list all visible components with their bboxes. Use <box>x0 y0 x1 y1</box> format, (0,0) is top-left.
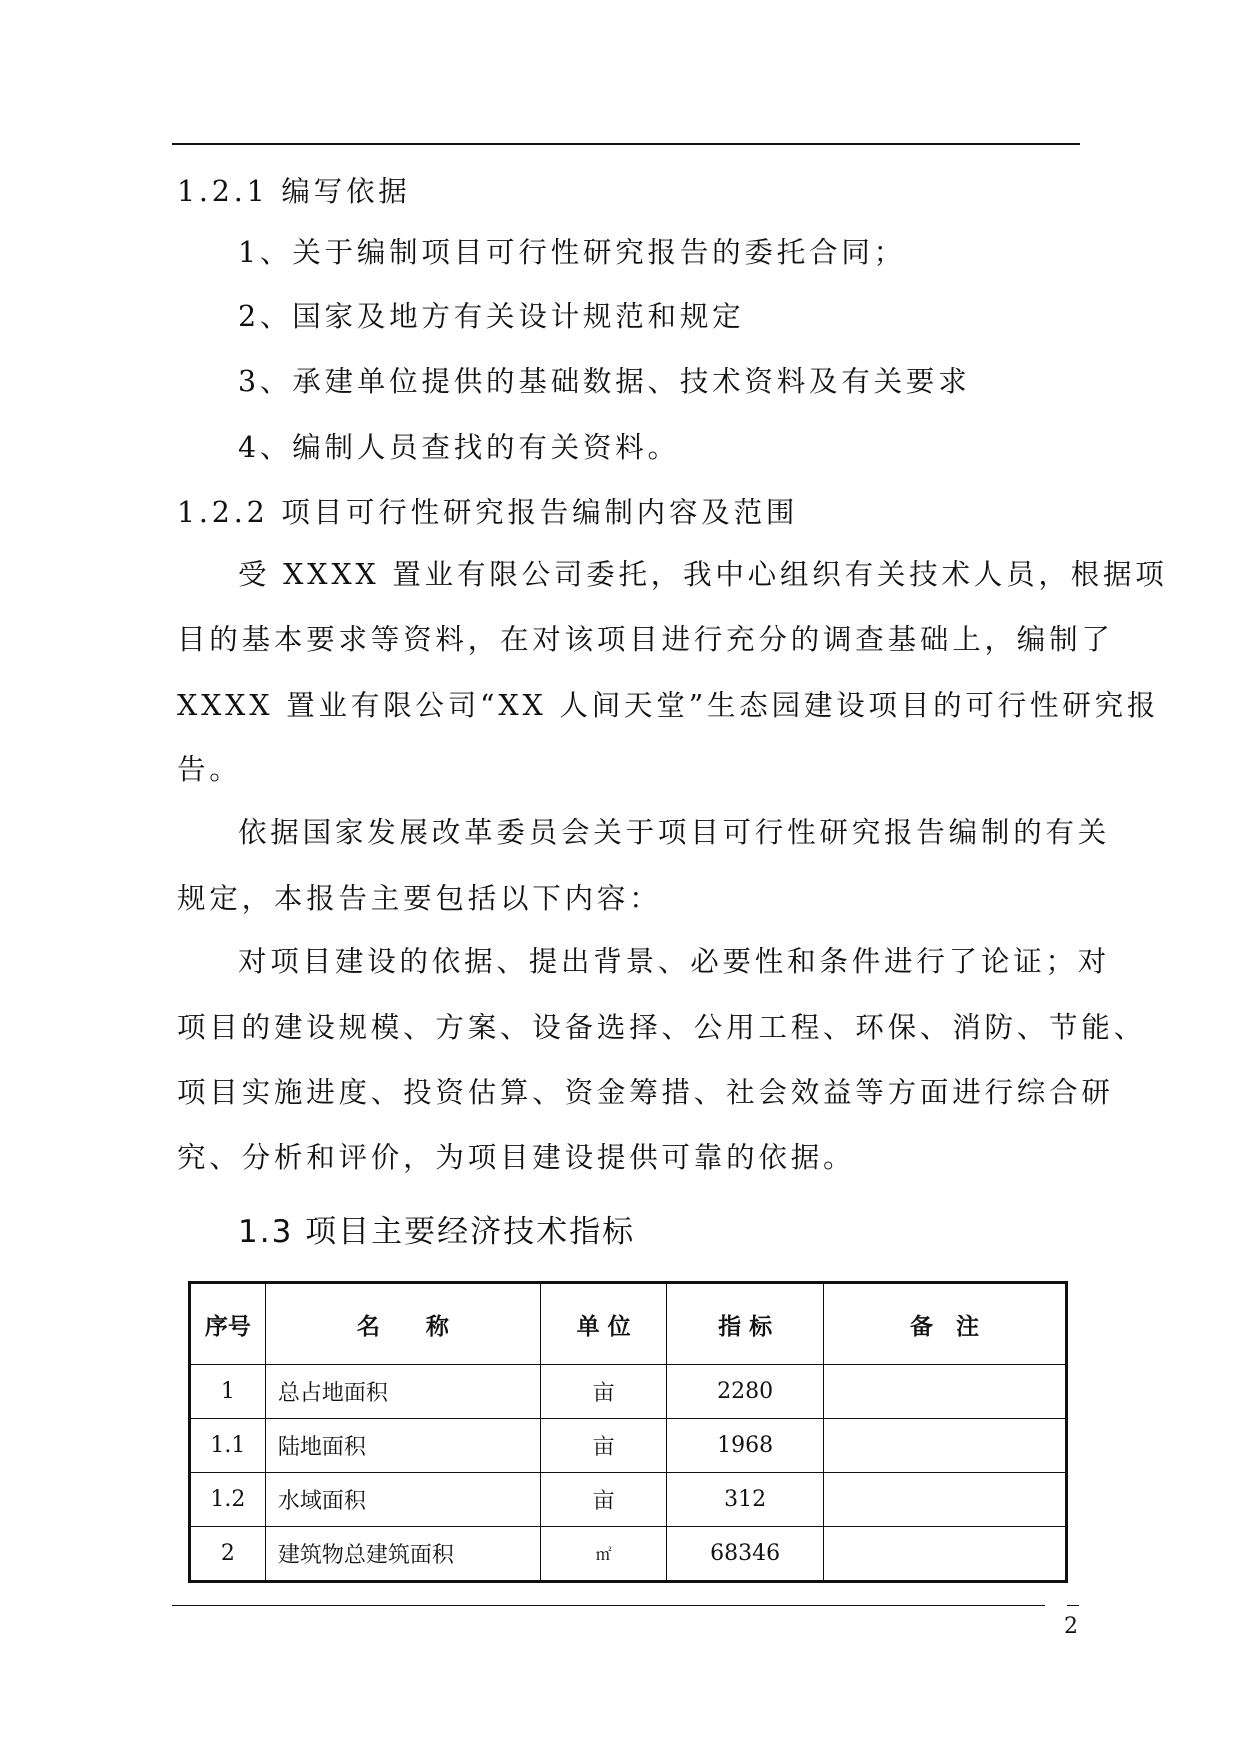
header-serial: 序号 <box>190 1283 266 1365</box>
table-row <box>190 1473 1067 1527</box>
cell-name: 陆地面积 <box>265 1419 540 1473</box>
paragraph-3-line-4: 究、分析和评价，为项目建设提供可靠的依据。 <box>177 1141 856 1174</box>
cell-remark <box>823 1419 1066 1473</box>
header-name: 名 称 <box>265 1283 540 1365</box>
cell-serial: 1.1 <box>190 1419 266 1473</box>
cell-serial: 1.2 <box>190 1473 266 1527</box>
header-remark: 备 注 <box>823 1283 1066 1365</box>
cell-indicator: 2280 <box>667 1365 824 1419</box>
section-heading-1-3: 1.3 项目主要经济技术指标 <box>238 1214 636 1250</box>
paragraph-2-line-1: 依据国家发展改革委员会关于项目可行性研究报告编制的有关 <box>238 816 1111 849</box>
table-row <box>190 1419 1067 1473</box>
cell-remark <box>823 1473 1066 1527</box>
paragraph-1-line-4: 告。 <box>177 753 242 786</box>
cell-unit: 亩 <box>540 1419 667 1473</box>
cell-remark <box>823 1527 1066 1582</box>
basis-item-3: 3、承建单位提供的基础数据、技术资料及有关要求 <box>238 365 971 398</box>
cell-serial: 1 <box>190 1365 266 1419</box>
footer-rule <box>172 1605 1045 1606</box>
page-number-rule <box>1067 1605 1079 1606</box>
paragraph-1-line-3: XXXX 置业有限公司“XX 人间天堂”生态园建设项目的可行性研究报 <box>177 689 1160 722</box>
paragraph-3-line-1: 对项目建设的依据、提出背景、必要性和条件进行了论证；对 <box>238 945 1111 978</box>
cell-name: 总占地面积 <box>265 1365 540 1419</box>
paragraph-1-line-2: 目的基本要求等资料，在对该项目进行充分的调查基础上，编制了 <box>177 623 1114 656</box>
paragraph-3-line-2: 项目的建设规模、方案、设备选择、公用工程、环保、消防、节能、 <box>177 1011 1147 1044</box>
cell-unit: ㎡ <box>540 1527 667 1582</box>
cell-indicator: 312 <box>667 1473 824 1527</box>
cell-unit: 亩 <box>540 1365 667 1419</box>
basis-item-2: 2、国家及地方有关设计规范和规定 <box>238 300 745 333</box>
header-unit: 单 位 <box>540 1283 667 1365</box>
section-heading-1-2-1: 1.2.1 编写依据 <box>177 175 411 208</box>
header-indicator: 指 标 <box>667 1283 824 1365</box>
basis-item-4: 4、编制人员查找的有关资料。 <box>238 431 680 464</box>
table-row <box>190 1365 1067 1419</box>
cell-indicator: 1968 <box>667 1419 824 1473</box>
basis-item-1: 1、关于编制项目可行性研究报告的委托合同； <box>238 236 906 269</box>
page-number: 2 <box>1064 1614 1078 1639</box>
table-header-row <box>190 1283 1067 1365</box>
cell-unit: 亩 <box>540 1473 667 1527</box>
section-heading-1-2-2: 1.2.2 项目可行性研究报告编制内容及范围 <box>177 496 799 529</box>
table-row <box>190 1527 1067 1582</box>
paragraph-3-line-3: 项目实施进度、投资估算、资金筹措、社会效益等方面进行综合研 <box>177 1076 1114 1109</box>
paragraph-2-line-2: 规定，本报告主要包括以下内容： <box>177 882 662 915</box>
header-rule <box>172 143 1080 145</box>
cell-remark <box>823 1365 1066 1419</box>
indicators-table <box>188 1281 1068 1583</box>
cell-name: 建筑物总建筑面积 <box>265 1527 540 1582</box>
cell-serial: 2 <box>190 1527 266 1582</box>
cell-name: 水域面积 <box>265 1473 540 1527</box>
paragraph-1-line-1: 受 XXXX 置业有限公司委托，我中心组织有关技术人员，根据项 <box>238 558 1168 591</box>
cell-indicator: 68346 <box>667 1527 824 1582</box>
